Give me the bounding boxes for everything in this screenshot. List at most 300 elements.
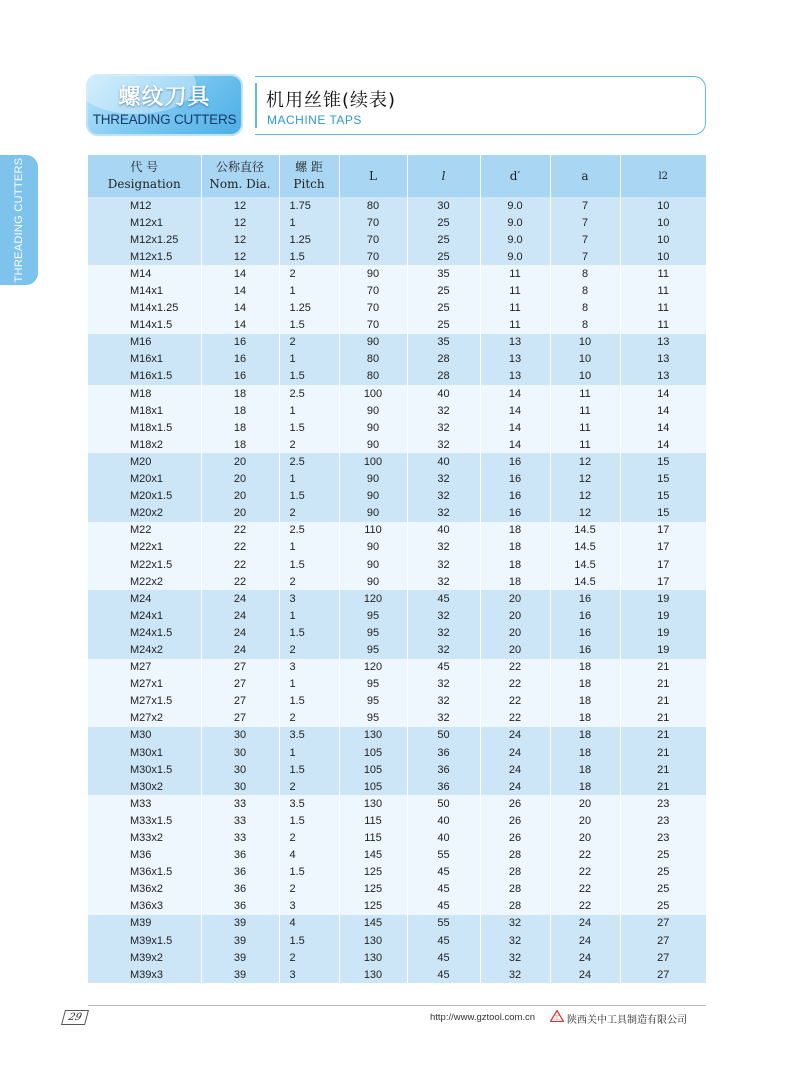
column-header — [480, 155, 550, 197]
table-cell: 11 — [620, 317, 706, 334]
table-cell: M18x2 — [88, 436, 201, 453]
table-cell: 11 — [620, 265, 706, 282]
table-cell: 14 — [480, 402, 550, 419]
table-cell: 2 — [279, 949, 339, 966]
table-cell: 14 — [201, 265, 279, 282]
table-cell: 90 — [339, 265, 407, 282]
table-cell: 125 — [339, 898, 407, 915]
table-cell: 20 — [480, 590, 550, 607]
table-cell: 14 — [480, 385, 550, 402]
table-cell: 24 — [201, 641, 279, 658]
table-cell: 45 — [407, 898, 480, 915]
table-cell: 24 — [480, 744, 550, 761]
table-cell: 21 — [620, 744, 706, 761]
column-header-sublabel: Designation — [107, 177, 181, 191]
table-cell: M24x1 — [88, 607, 201, 624]
table-cell: 28 — [407, 368, 480, 385]
table-cell: 22 — [480, 693, 550, 710]
table-cell: 16 — [550, 590, 620, 607]
table-cell: M27x1 — [88, 676, 201, 693]
table-cell: 25 — [407, 317, 480, 334]
table-cell: 23 — [620, 829, 706, 846]
table-cell: M20x1.5 — [88, 488, 201, 505]
column-header — [88, 155, 201, 197]
table-cell: 16 — [480, 453, 550, 470]
table-cell: 33 — [201, 795, 279, 812]
table-cell: 30 — [201, 761, 279, 778]
table-cell: 14 — [201, 300, 279, 317]
table-row — [88, 385, 706, 402]
table-cell: 9.0 — [480, 197, 550, 214]
table-cell: 3 — [279, 898, 339, 915]
table-cell: 26 — [480, 812, 550, 829]
table-cell: 1.5 — [279, 932, 339, 949]
table-cell: M20 — [88, 453, 201, 470]
column-header-label: d′ — [509, 168, 521, 183]
table-cell: 12 — [550, 488, 620, 505]
column-header — [201, 155, 279, 197]
table-cell: 105 — [339, 778, 407, 795]
table-cell: 12 — [201, 248, 279, 265]
table-cell: 90 — [339, 334, 407, 351]
table-cell: 36 — [201, 864, 279, 881]
table-cell: 12 — [550, 505, 620, 522]
table-cell: M24x1.5 — [88, 624, 201, 641]
table-cell: M16x1 — [88, 351, 201, 368]
table-cell: 14 — [201, 282, 279, 299]
table-cell: 16 — [201, 351, 279, 368]
table-cell: M27x2 — [88, 710, 201, 727]
table-cell: 45 — [407, 659, 480, 676]
table-cell: 20 — [480, 641, 550, 658]
table-cell: 18 — [550, 778, 620, 795]
table-cell: 70 — [339, 300, 407, 317]
table-row — [88, 573, 706, 590]
table-cell: 24 — [550, 915, 620, 932]
table-cell: 1.25 — [279, 300, 339, 317]
table-cell: 24 — [480, 778, 550, 795]
table-cell: 32 — [407, 693, 480, 710]
table-cell: 20 — [480, 624, 550, 641]
table-cell: 39 — [201, 949, 279, 966]
table-cell: 90 — [339, 556, 407, 573]
table-cell: 8 — [550, 282, 620, 299]
table-cell: 1.5 — [279, 556, 339, 573]
table-row — [88, 197, 706, 214]
table-cell: 2 — [279, 778, 339, 795]
table-cell: 9.0 — [480, 214, 550, 231]
table-cell: 30 — [201, 778, 279, 795]
table-cell: M30x1.5 — [88, 761, 201, 778]
table-cell: 40 — [407, 829, 480, 846]
table-cell: 32 — [407, 419, 480, 436]
table-cell: 2.5 — [279, 385, 339, 402]
table-cell: 130 — [339, 727, 407, 744]
table-cell: 21 — [620, 693, 706, 710]
table-cell: 95 — [339, 624, 407, 641]
table-cell: 2 — [279, 881, 339, 898]
table-cell: 145 — [339, 847, 407, 864]
table-cell: 1.5 — [279, 693, 339, 710]
table-cell: 95 — [339, 607, 407, 624]
table-row — [88, 795, 706, 812]
table-row — [88, 334, 706, 351]
table-cell: 32 — [407, 505, 480, 522]
table-header-row — [88, 155, 706, 197]
table-cell: 2 — [279, 436, 339, 453]
table-cell: 11 — [480, 300, 550, 317]
table-cell: 10 — [550, 368, 620, 385]
table-cell: M30x1 — [88, 744, 201, 761]
table-cell: 16 — [201, 368, 279, 385]
table-cell: 95 — [339, 676, 407, 693]
table-cell: 1 — [279, 539, 339, 556]
table-cell: 25 — [620, 864, 706, 881]
table-cell: 10 — [620, 248, 706, 265]
table-row — [88, 419, 706, 436]
table-cell: 2.5 — [279, 453, 339, 470]
table-cell: 21 — [620, 676, 706, 693]
table-cell: 28 — [480, 864, 550, 881]
table-cell: 1 — [279, 351, 339, 368]
table-cell: 36 — [201, 898, 279, 915]
table-cell: 25 — [407, 214, 480, 231]
table-cell: 3 — [279, 966, 339, 983]
table-cell: 50 — [407, 795, 480, 812]
table-cell: M33x1.5 — [88, 812, 201, 829]
table-cell: 2 — [279, 265, 339, 282]
table-cell: 1 — [279, 607, 339, 624]
table-cell: 18 — [201, 436, 279, 453]
table-cell: 14 — [201, 317, 279, 334]
table-body — [88, 197, 706, 983]
table-cell: 70 — [339, 214, 407, 231]
table-cell: 115 — [339, 829, 407, 846]
table-row — [88, 676, 706, 693]
table-cell: M39x2 — [88, 949, 201, 966]
table-cell: 1.5 — [279, 488, 339, 505]
table-cell: 22 — [480, 659, 550, 676]
table-cell: 11 — [480, 317, 550, 334]
table-cell: 22 — [201, 556, 279, 573]
table-cell: 25 — [407, 282, 480, 299]
table-cell: 80 — [339, 368, 407, 385]
table-cell: 18 — [480, 556, 550, 573]
table-cell: 15 — [620, 471, 706, 488]
table-cell: M30x2 — [88, 778, 201, 795]
table-cell: 10 — [620, 197, 706, 214]
table-cell: M22x2 — [88, 573, 201, 590]
taps-table — [88, 155, 706, 983]
table-cell: 16 — [480, 471, 550, 488]
table-cell: 125 — [339, 864, 407, 881]
table-cell: 32 — [407, 641, 480, 658]
column-header — [550, 155, 620, 197]
table-cell: 1 — [279, 282, 339, 299]
table-cell: 32 — [407, 607, 480, 624]
table-cell: 10 — [620, 231, 706, 248]
table-cell: 2 — [279, 829, 339, 846]
table-cell: 27 — [620, 966, 706, 983]
column-header-label: 螺 距 — [295, 160, 323, 174]
table-cell: 28 — [480, 847, 550, 864]
table-cell: 25 — [620, 881, 706, 898]
table-cell: 24 — [550, 949, 620, 966]
table-cell: 3 — [279, 590, 339, 607]
table-row — [88, 949, 706, 966]
table-row — [88, 402, 706, 419]
table-cell: 20 — [550, 812, 620, 829]
table-cell: 3 — [279, 659, 339, 676]
table-cell: M24x2 — [88, 641, 201, 658]
table-cell: 20 — [201, 505, 279, 522]
table-cell: 15 — [620, 453, 706, 470]
table-cell: 12 — [201, 231, 279, 248]
table-cell: 90 — [339, 505, 407, 522]
table-cell: 145 — [339, 915, 407, 932]
table-cell: 40 — [407, 453, 480, 470]
table-cell: 32 — [407, 488, 480, 505]
table-cell: 1 — [279, 214, 339, 231]
table-cell: M39 — [88, 915, 201, 932]
table-row — [88, 624, 706, 641]
table-row — [88, 932, 706, 949]
table-cell: M30 — [88, 727, 201, 744]
table-cell: 11 — [550, 419, 620, 436]
table-cell: M14x1.25 — [88, 300, 201, 317]
table-cell: 1.5 — [279, 317, 339, 334]
table-cell: 110 — [339, 522, 407, 539]
table-cell: 32 — [480, 966, 550, 983]
company-logo-icon — [550, 1010, 564, 1022]
table-cell: 1.5 — [279, 864, 339, 881]
table-cell: 17 — [620, 573, 706, 590]
table-cell: 1 — [279, 744, 339, 761]
table-cell: 22 — [480, 676, 550, 693]
table-cell: 24 — [480, 727, 550, 744]
table-cell: 16 — [201, 334, 279, 351]
table-cell: 70 — [339, 231, 407, 248]
table-cell: 90 — [339, 573, 407, 590]
table-cell: M27x1.5 — [88, 693, 201, 710]
table-cell: M12 — [88, 197, 201, 214]
table-cell: 45 — [407, 590, 480, 607]
table-cell: 50 — [407, 727, 480, 744]
table-cell: 40 — [407, 812, 480, 829]
table-cell: 130 — [339, 966, 407, 983]
table-cell: 1.25 — [279, 231, 339, 248]
table-row — [88, 778, 706, 795]
table-cell: 30 — [407, 197, 480, 214]
table-cell: 16 — [550, 607, 620, 624]
table-cell: M33x2 — [88, 829, 201, 846]
table-cell: 32 — [407, 402, 480, 419]
table-cell: M12x1.5 — [88, 248, 201, 265]
table-row — [88, 966, 706, 983]
table-cell: 32 — [407, 539, 480, 556]
table-cell: M18x1.5 — [88, 419, 201, 436]
table-cell: 10 — [550, 351, 620, 368]
footer-divider — [88, 1005, 706, 1006]
table-cell: 7 — [550, 231, 620, 248]
column-header-label: L — [369, 168, 377, 183]
column-header — [279, 155, 339, 197]
table-cell: 2 — [279, 573, 339, 590]
table-row — [88, 761, 706, 778]
table-cell: 8 — [550, 300, 620, 317]
table-row — [88, 727, 706, 744]
table-cell: 25 — [407, 248, 480, 265]
table-row — [88, 898, 706, 915]
table-cell: M14x1 — [88, 282, 201, 299]
table-cell: 1.5 — [279, 419, 339, 436]
table-row — [88, 300, 706, 317]
table-row — [88, 453, 706, 470]
table-cell: 18 — [201, 385, 279, 402]
table-cell: 3.5 — [279, 727, 339, 744]
table-row — [88, 744, 706, 761]
table-cell: 28 — [407, 351, 480, 368]
table-cell: 17 — [620, 539, 706, 556]
table-row — [88, 522, 706, 539]
column-header — [339, 155, 407, 197]
table-cell: 14 — [620, 402, 706, 419]
table-cell: 70 — [339, 317, 407, 334]
table-cell: 95 — [339, 693, 407, 710]
table-cell: 20 — [201, 453, 279, 470]
table-row — [88, 471, 706, 488]
footer-url: http://www.gztool.com.cn — [430, 1012, 536, 1023]
table-cell: M22x1.5 — [88, 556, 201, 573]
table-cell: 40 — [407, 385, 480, 402]
table-row — [88, 659, 706, 676]
table-cell: M14 — [88, 265, 201, 282]
table-cell: 1.5 — [279, 624, 339, 641]
table-cell: 95 — [339, 641, 407, 658]
table-cell: M20x1 — [88, 471, 201, 488]
table-cell: 30 — [201, 727, 279, 744]
table-cell: 13 — [480, 351, 550, 368]
table-cell: 18 — [550, 761, 620, 778]
table-cell: 19 — [620, 641, 706, 658]
table-cell: 120 — [339, 659, 407, 676]
section-badge — [86, 74, 243, 136]
table-cell: 18 — [201, 402, 279, 419]
table-cell: 12 — [201, 197, 279, 214]
table-cell: 90 — [339, 402, 407, 419]
table-cell: 24 — [550, 966, 620, 983]
table-cell: 28 — [480, 881, 550, 898]
table-cell: 9.0 — [480, 231, 550, 248]
table-cell: 18 — [550, 710, 620, 727]
table-cell: 19 — [620, 607, 706, 624]
table-cell: 90 — [339, 419, 407, 436]
table-cell: 21 — [620, 659, 706, 676]
table-cell: M12x1.25 — [88, 231, 201, 248]
table-cell: 45 — [407, 966, 480, 983]
table-cell: 33 — [201, 829, 279, 846]
table-cell: 12 — [201, 214, 279, 231]
table-cell: 30 — [201, 744, 279, 761]
table-cell: M36x3 — [88, 898, 201, 915]
table-cell: 22 — [201, 539, 279, 556]
table-cell: 11 — [550, 436, 620, 453]
table-cell: 39 — [201, 966, 279, 983]
table-cell: 32 — [407, 436, 480, 453]
table-cell: 12 — [550, 453, 620, 470]
table-cell: 11 — [620, 300, 706, 317]
table-cell: 1 — [279, 676, 339, 693]
table-cell: 1 — [279, 402, 339, 419]
table-cell: 18 — [550, 676, 620, 693]
table-row — [88, 847, 706, 864]
table-cell: 32 — [407, 624, 480, 641]
table-cell: 22 — [550, 898, 620, 915]
table-cell: 1.5 — [279, 248, 339, 265]
table-cell: 18 — [550, 659, 620, 676]
table-cell: 130 — [339, 932, 407, 949]
table-cell: 11 — [550, 402, 620, 419]
table-cell: 115 — [339, 812, 407, 829]
table-cell: 19 — [620, 624, 706, 641]
column-header-label: 代 号 — [130, 160, 159, 174]
table-cell: 13 — [620, 334, 706, 351]
table-row — [88, 317, 706, 334]
table-cell: 32 — [407, 573, 480, 590]
column-header-sublabel: Pitch — [293, 177, 325, 191]
table-row — [88, 590, 706, 607]
table-cell: 4 — [279, 847, 339, 864]
table-cell: 27 — [201, 659, 279, 676]
table-cell: 25 — [620, 898, 706, 915]
table-cell: 16 — [550, 641, 620, 658]
table-cell: 45 — [407, 864, 480, 881]
table-row — [88, 710, 706, 727]
table-cell: 95 — [339, 710, 407, 727]
table-cell: 22 — [550, 847, 620, 864]
column-header-label: a — [581, 168, 589, 183]
table-cell: 25 — [407, 300, 480, 317]
table-cell: 13 — [480, 334, 550, 351]
table-row — [88, 505, 706, 522]
table-cell: M22 — [88, 522, 201, 539]
table-row — [88, 829, 706, 846]
table-cell: 105 — [339, 744, 407, 761]
table-cell: M36x2 — [88, 881, 201, 898]
badge-title-en: THREADING CUTTERS — [92, 112, 237, 127]
table-cell: 27 — [620, 915, 706, 932]
table-cell: 36 — [407, 778, 480, 795]
table-cell: 80 — [339, 197, 407, 214]
table-cell: M16 — [88, 334, 201, 351]
table-cell: 14.5 — [550, 522, 620, 539]
table-cell: 35 — [407, 265, 480, 282]
table-cell: 18 — [480, 539, 550, 556]
table-cell: 36 — [201, 847, 279, 864]
table-cell: 36 — [201, 881, 279, 898]
table-cell: 16 — [480, 488, 550, 505]
table-cell: M22x1 — [88, 539, 201, 556]
table-cell: 21 — [620, 727, 706, 744]
table-cell: 32 — [407, 556, 480, 573]
column-header — [407, 155, 480, 197]
table-cell: 15 — [620, 488, 706, 505]
table-cell: 32 — [480, 932, 550, 949]
table-cell: 7 — [550, 197, 620, 214]
table-cell: 18 — [550, 693, 620, 710]
table-cell: 70 — [339, 282, 407, 299]
table-cell: 21 — [620, 778, 706, 795]
